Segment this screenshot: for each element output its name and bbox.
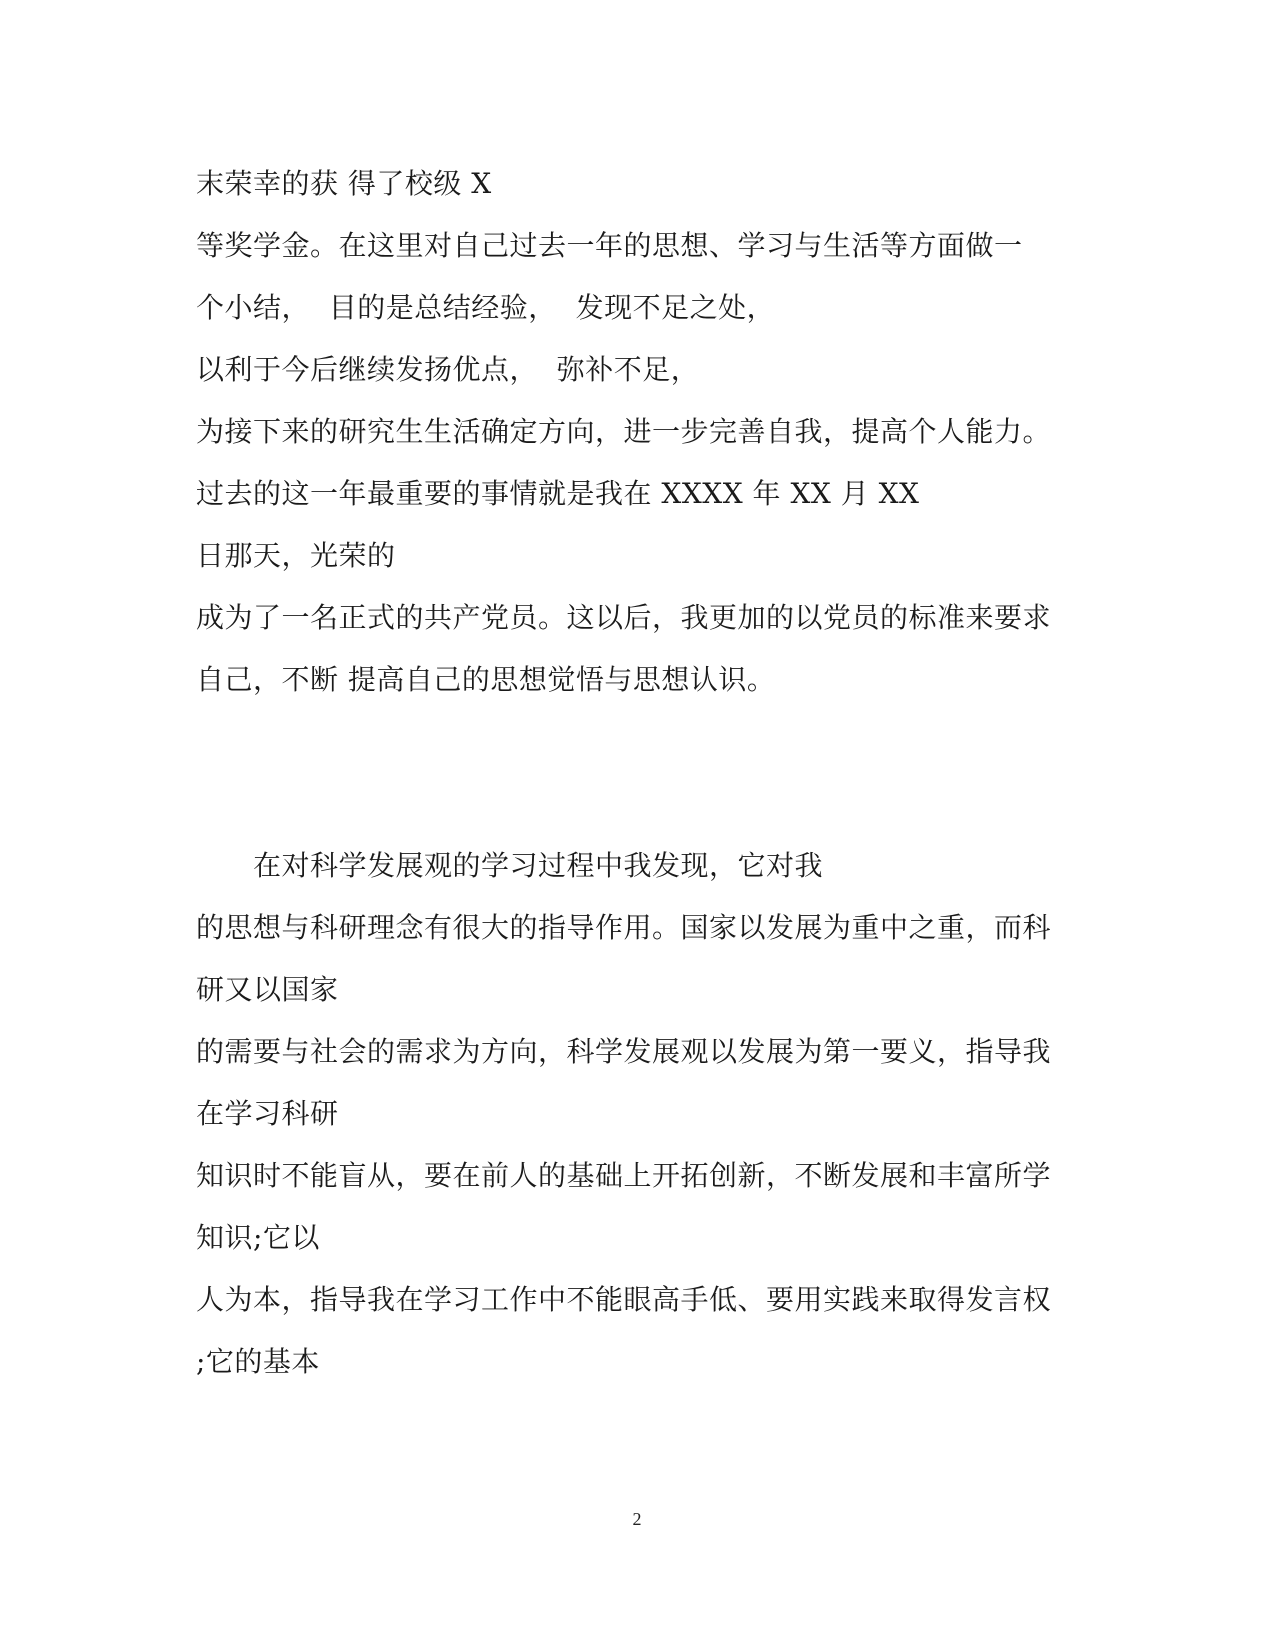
text-line: 自己，不断 提高自己的思想觉悟与思想认识。	[196, 663, 776, 696]
text-line: 以利于今后继续发扬优点， 弥补不足，	[196, 353, 700, 386]
text-line: 末荣幸的获 得了校级 X	[196, 167, 492, 200]
text-line: 的思想与科研理念有很大的指导作用。国家以发展为重中之重，而科	[196, 911, 1052, 944]
text-line: 为接下来的研究生生活确定方向，进一步完善自我，提高个人能力。	[196, 415, 1052, 448]
text-line: 个小结， 目的是总结经验， 发现不足之处，	[196, 291, 776, 324]
text-line: 过去的这一年最重要的事情就是我在 XXXX 年 XX 月 XX	[196, 477, 920, 510]
text-line: 研又以国家	[196, 973, 339, 1006]
text-line: 在对科学发展观的学习过程中我发现，它对我	[253, 849, 824, 882]
text-line: 成为了一名正式的共产党员。这以后，我更加的以党员的标准来要求	[196, 601, 1052, 634]
text-line: 的需要与社会的需求为方向，科学发展观以发展为第一要义，指导我	[196, 1035, 1052, 1068]
text-line: 在学习科研	[196, 1097, 339, 1130]
text-line: 知识时不能盲从，要在前人的基础上开拓创新，不断发展和丰富所学	[196, 1159, 1052, 1192]
page-number: 2	[632, 1509, 642, 1529]
text-line: ;它的基本	[196, 1345, 320, 1378]
text-line: 人为本，指导我在学习工作中不能眼高手低、要用实践来取得发言权	[196, 1283, 1052, 1316]
text-line: 知识;它以	[196, 1221, 320, 1254]
text-line: 等奖学金。在这里对自己过去一年的思想、学习与生活等方面做一	[196, 229, 1023, 262]
text-line: 日那天，光荣的	[196, 539, 396, 572]
